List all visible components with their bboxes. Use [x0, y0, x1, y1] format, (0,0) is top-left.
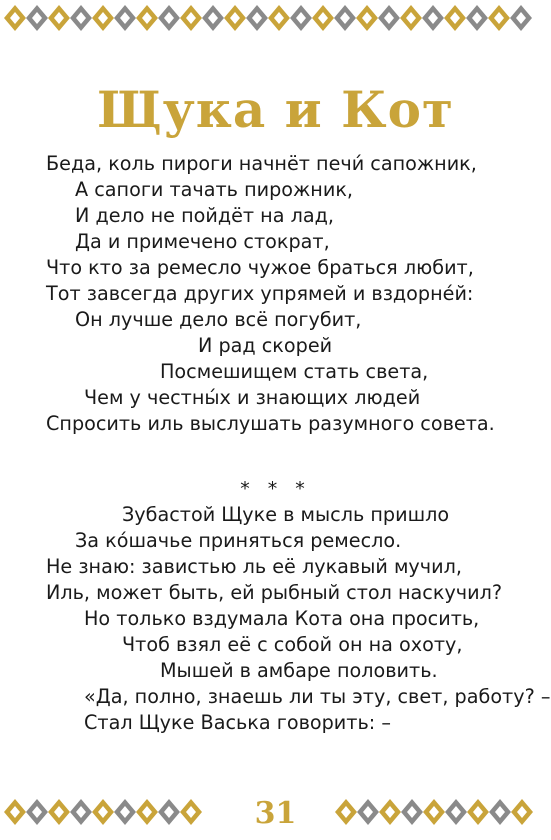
poem-line: Чтоб взял её с собой он на охоту,	[122, 633, 463, 656]
poem-line: И дело не пойдёт на лад,	[75, 204, 334, 227]
poem-line: Мышей в амбаре половить.	[160, 659, 438, 682]
page-number: 31	[254, 796, 297, 831]
stanza-separator: * * *	[240, 478, 311, 500]
poem-line: Да и примечено стократ,	[75, 230, 330, 253]
poem-line: Стал Щуке Васька говорить: –	[84, 711, 391, 734]
poem-line: «Да, полно, знаешь ли ты эту, свет, работу? –	[84, 685, 551, 708]
poem-line: Зубастой Щуке в мысль пришло	[122, 503, 450, 526]
poem-line: Чем у честны́х и знающих людей	[84, 386, 421, 409]
top-ornament-border	[0, 0, 551, 36]
poem-line: Тот завсегда других упрямей и вздорне́й:	[46, 282, 474, 305]
bottom-ornament-border-right	[331, 794, 551, 830]
poem-line: И рад скорей	[198, 334, 333, 357]
poem-line: Не знаю: завистью ль её лукавый мучил,	[46, 555, 462, 578]
poem-line: Он лучше дело всё погубит,	[75, 308, 362, 331]
poem-line: Посмешищем стать света,	[160, 360, 429, 383]
poem-line: Что кто за ремесло чужое браться любит,	[46, 256, 474, 279]
poem-line: За ко́шачье приняться ремесло.	[75, 529, 402, 552]
poem-line: Иль, может быть, ей рыбный стол наскучил?	[46, 581, 503, 604]
poem-title: Щука и Кот	[97, 80, 454, 139]
poem-line: А сапоги тачать пирожник,	[75, 178, 354, 201]
poem-line: Но только вздумала Кота она просить,	[84, 607, 480, 630]
poem-line: Беда, коль пироги начнёт печи́ сапожник,	[46, 152, 477, 175]
poem-line: Спросить иль выслушать разумного совета.	[46, 412, 495, 435]
